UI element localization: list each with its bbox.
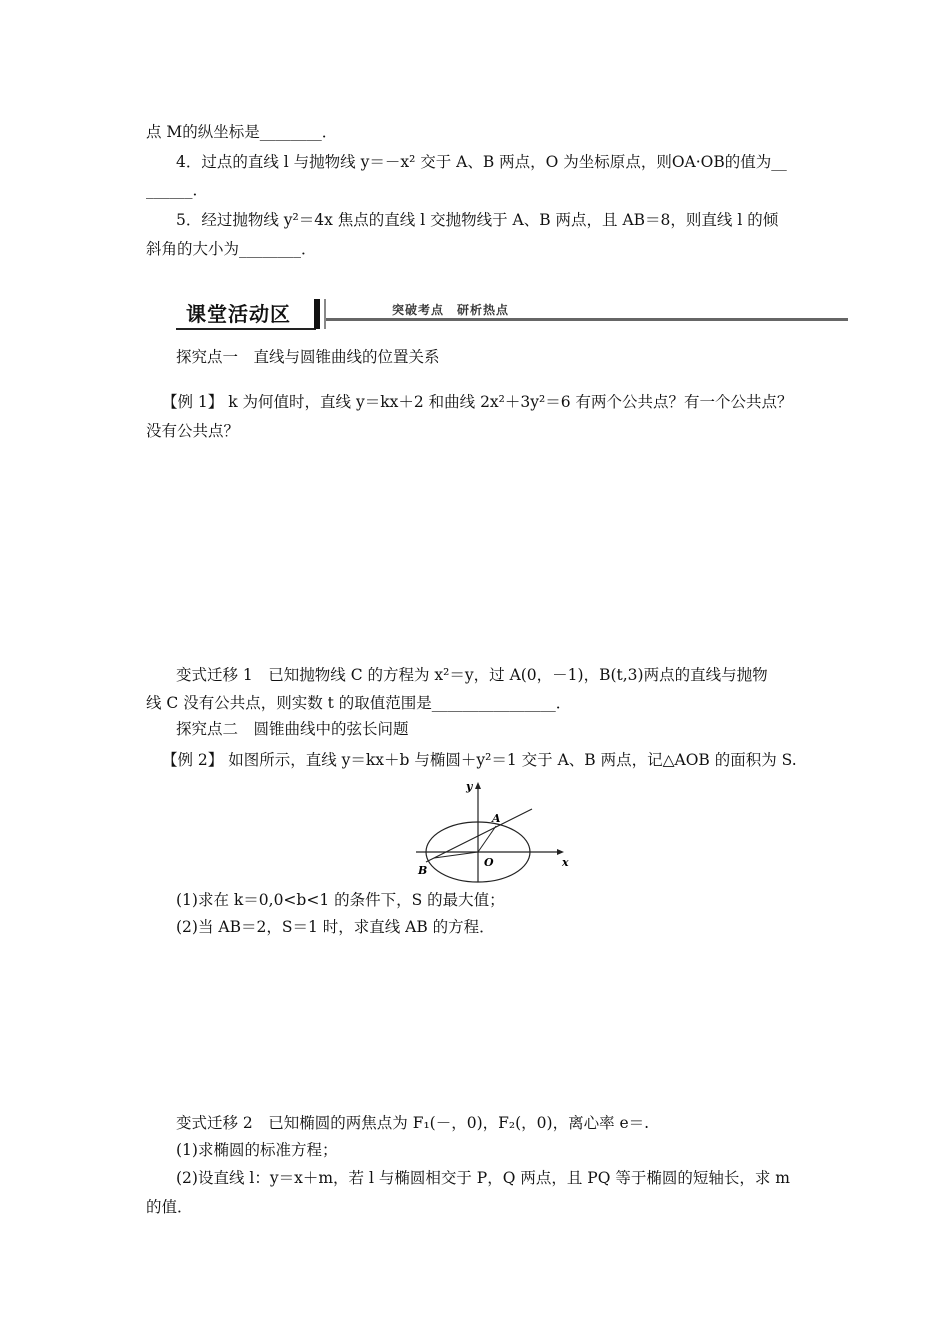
example2-line: 【例 2】 如图所示，直线 y＝kx＋b 与椭圆＋y²＝1 交于 A、B 两点，记△AOB 的面积为 S. xyxy=(162,751,797,769)
variant1-line1: 变式迁移 1 已知抛物线 C 的方程为 x²＝y，过 A(0，－1)，B(t,3)两点的直线与抛物 xyxy=(176,666,768,684)
section-banner xyxy=(176,296,848,332)
x-axis-arrow xyxy=(557,849,564,855)
variant2-q1: (1)求椭圆的标准方程； xyxy=(176,1141,338,1159)
label-b: B xyxy=(418,864,428,877)
q4-line1: 4．过点的直线 l 与抛物线 y＝－x² 交于 A、B 两点，O 为坐标原点，则OA·OB的值为__ xyxy=(176,153,787,171)
ellipse-figure xyxy=(414,776,574,886)
banner-divider-thin xyxy=(324,299,326,329)
variant2-q2-line2: 的值． xyxy=(146,1198,193,1216)
banner-title: 课堂活动区 xyxy=(186,302,291,326)
section2-title: 探究点二 圆锥曲线中的弦长问题 xyxy=(176,720,409,738)
segment-oa xyxy=(478,826,496,852)
banner-rule xyxy=(326,318,848,321)
q5-line2: 斜角的大小为________． xyxy=(146,240,317,258)
banner-subtitle: 突破考点 研析热点 xyxy=(392,303,510,317)
label-y: y xyxy=(466,780,473,793)
example2-q2: (2)当 AB＝2，S＝1 时，求直线 AB 的方程． xyxy=(176,918,495,936)
label-o: O xyxy=(484,856,494,869)
banner-underline xyxy=(176,328,316,330)
banner-divider xyxy=(314,299,320,329)
q4-line2: ______． xyxy=(146,181,209,199)
y-axis-arrow xyxy=(475,782,481,789)
q3-tail: 点 M的纵坐标是________． xyxy=(146,123,338,141)
label-a: A xyxy=(492,812,501,825)
variant2-q2-line1: (2)设直线 l：y＝x＋m，若 l 与椭圆相交于 P，Q 两点，且 PQ 等于椭圆的短轴长，求 m xyxy=(176,1169,790,1187)
label-x: x xyxy=(562,856,569,869)
line-ab xyxy=(426,809,532,862)
example1-line2: 没有公共点？ xyxy=(146,422,240,440)
example1-line1: 【例 1】 k 为何值时，直线 y＝kx＋2 和曲线 2x²＋3y²＝6 有两个公共点？有一个公共点？ xyxy=(162,393,793,411)
example2-q1: (1)求在 k＝0,0<b<1 的条件下，S 的最大值； xyxy=(176,891,505,909)
variant2-line1: 变式迁移 2 已知椭圆的两焦点为 F₁(－，0)，F₂(，0)，离心率 e＝. xyxy=(176,1114,650,1132)
q5-line1: 5．经过抛物线 y²＝4x 焦点的直线 l 交抛物线于 A、B 两点，且 AB＝8，则直线 l 的倾 xyxy=(176,211,779,229)
section1-title: 探究点一 直线与圆锥曲线的位置关系 xyxy=(176,348,440,366)
variant1-line2: 线 C 没有公共点，则实数 t 的取值范围是________________． xyxy=(146,694,572,712)
